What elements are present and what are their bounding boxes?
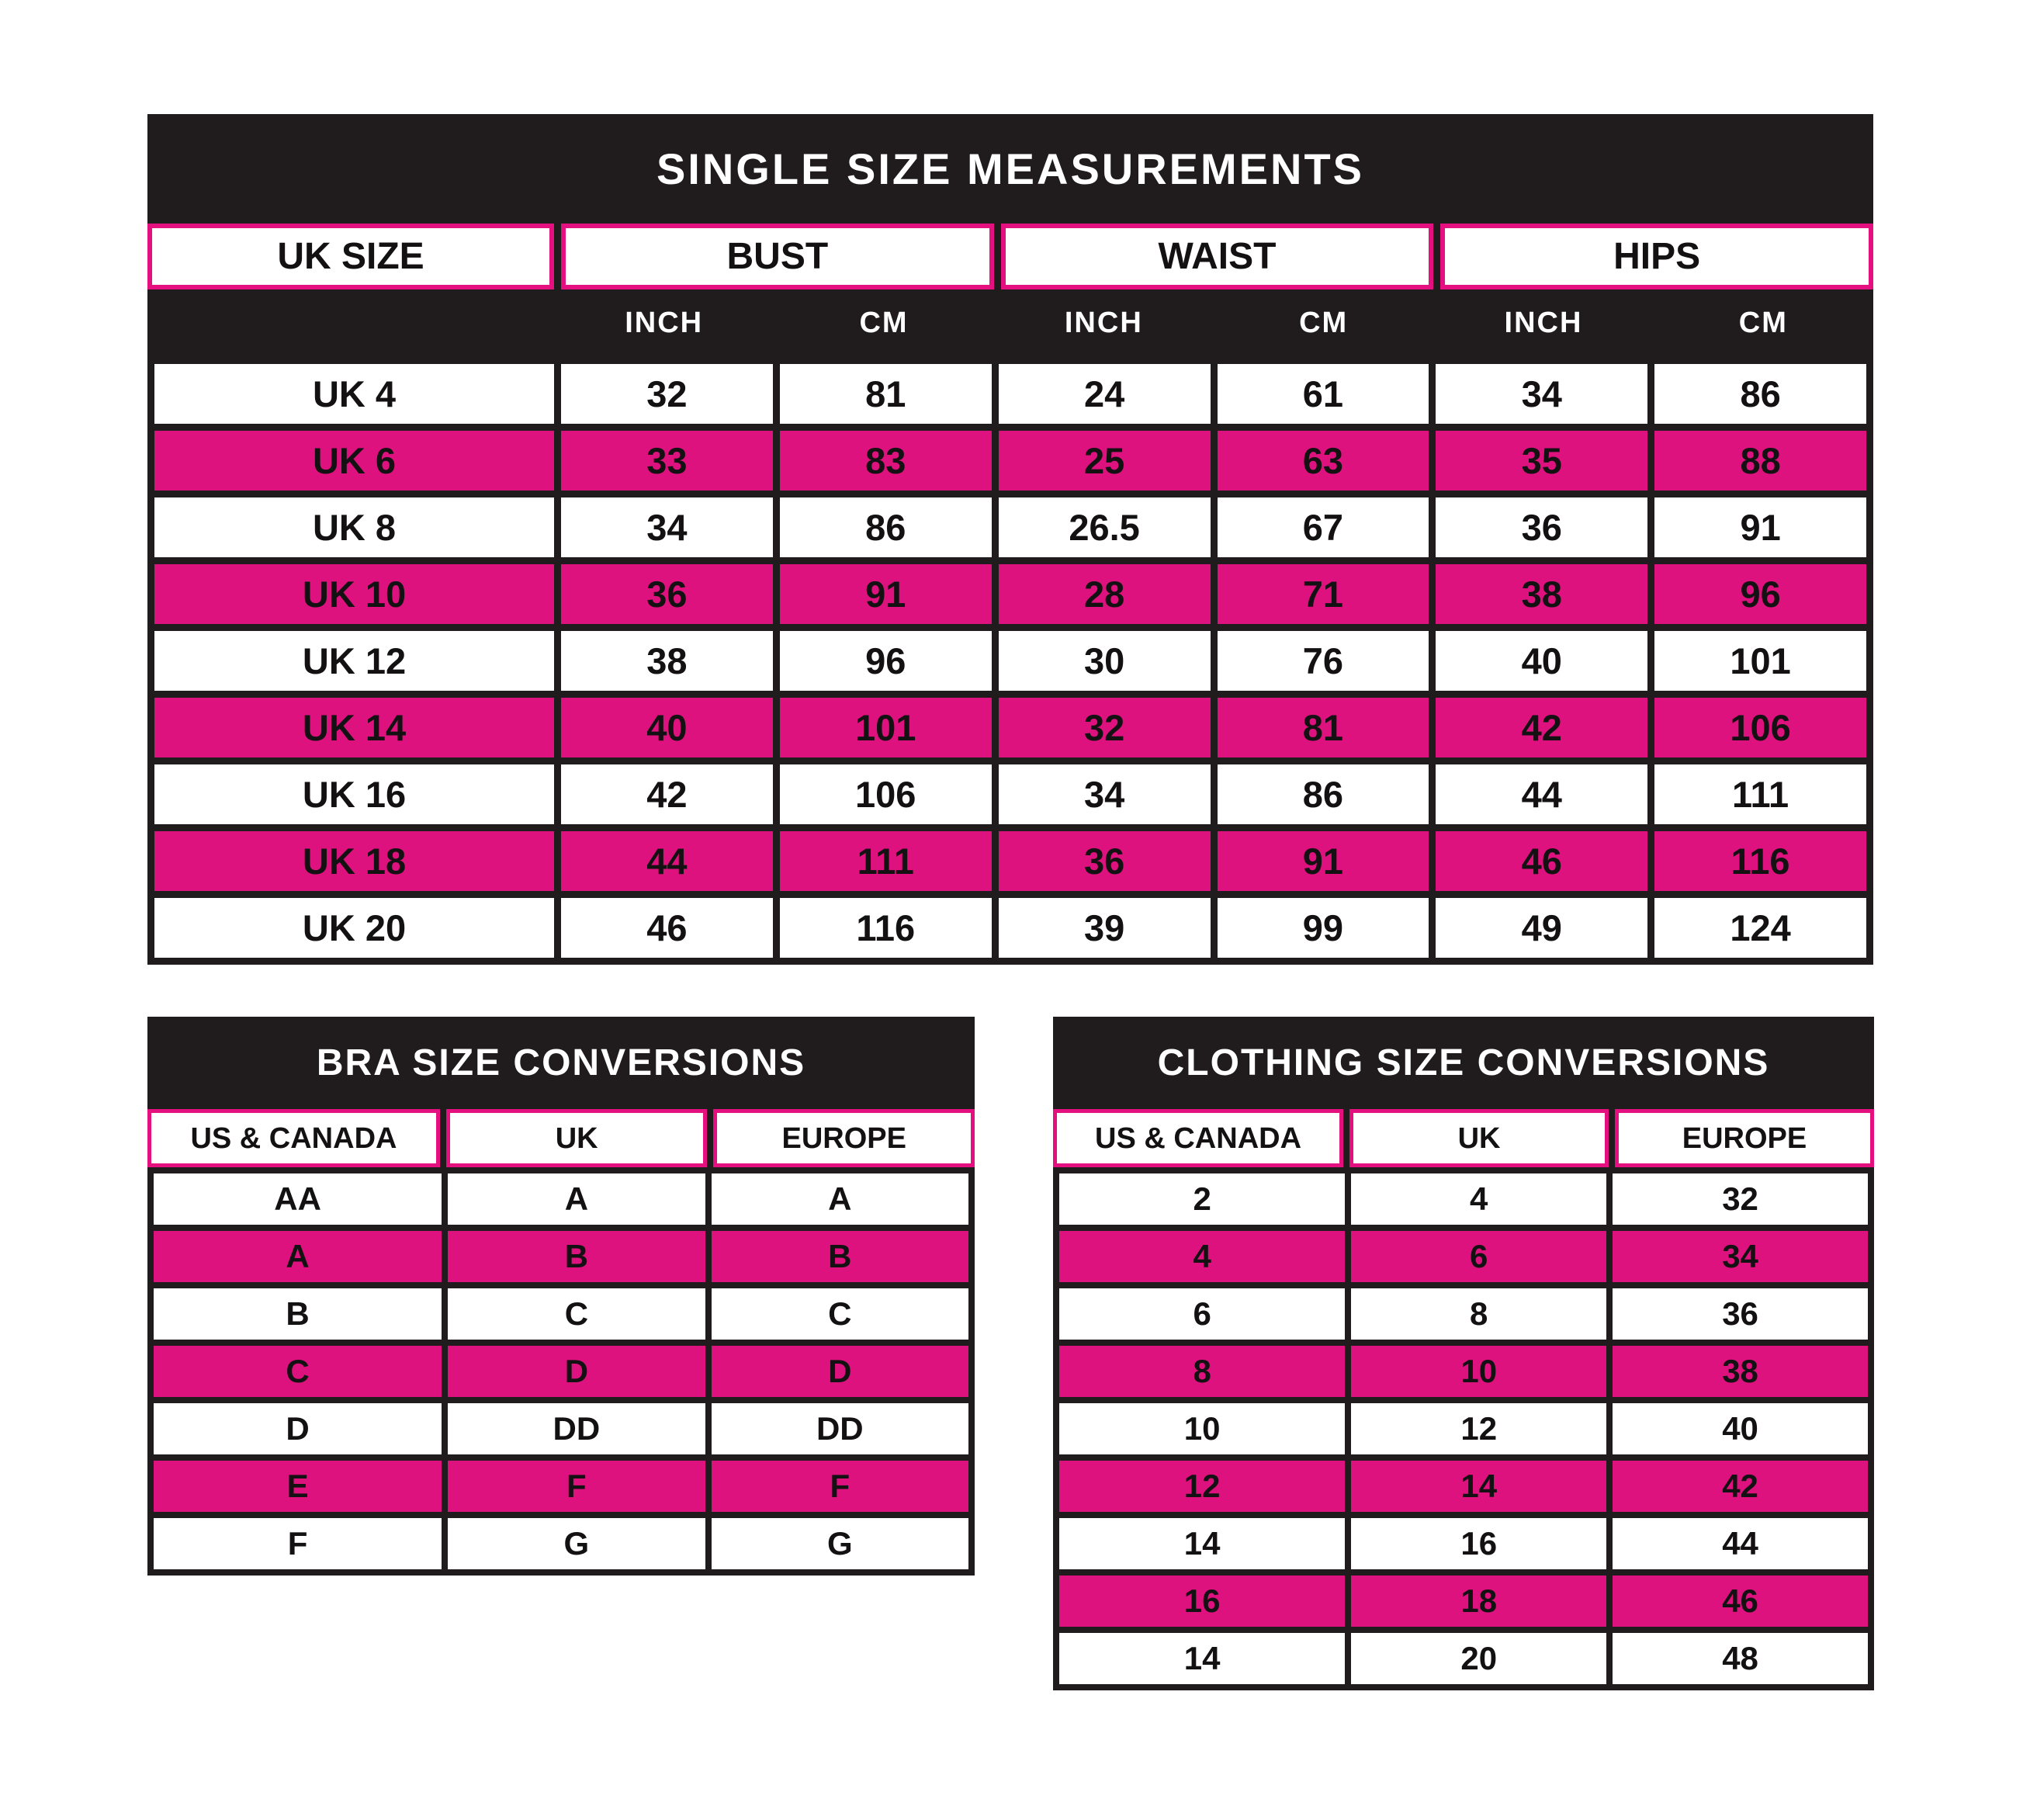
table-cell: 30 — [999, 631, 1211, 691]
table-cell: 4 — [1059, 1231, 1345, 1282]
table-cell: 81 — [780, 364, 992, 424]
table-cell: 25 — [999, 431, 1211, 491]
single-size-title: SINGLE SIZE MEASUREMENTS — [656, 144, 1365, 193]
table-cell: B — [712, 1231, 968, 1282]
table-cell: UK 12 — [154, 631, 554, 691]
table-cell: 16 — [1351, 1518, 1606, 1569]
table-cell: 16 — [1059, 1576, 1345, 1627]
table-cell: 36 — [1436, 497, 1647, 557]
table-cell: 96 — [780, 631, 992, 691]
bra-header-us-canada: US & CANADA — [147, 1109, 440, 1167]
table-cell: C — [712, 1288, 968, 1340]
table-cell: 40 — [1436, 631, 1647, 691]
unit-header-hips-cm: CM — [1738, 307, 1788, 339]
table-cell: 32 — [1613, 1173, 1868, 1225]
table-cell: 76 — [1218, 631, 1429, 691]
clothing-size-title: CLOTHING SIZE CONVERSIONS — [1157, 1042, 1770, 1083]
table-cell: 32 — [999, 698, 1211, 757]
table-cell: AA — [154, 1173, 442, 1225]
table-cell: 106 — [780, 764, 992, 824]
clothing-header-us-canada: US & CANADA — [1053, 1109, 1343, 1167]
table-cell: 12 — [1351, 1403, 1606, 1454]
bra-size-title: BRA SIZE CONVERSIONS — [316, 1042, 806, 1083]
table-cell: E — [154, 1461, 442, 1512]
table-cell: UK 18 — [154, 831, 554, 891]
table-cell: UK 14 — [154, 698, 554, 757]
table-cell: 46 — [1613, 1576, 1868, 1627]
table-cell: D — [448, 1346, 705, 1397]
table-cell: 36 — [561, 564, 773, 624]
table-cell: 86 — [780, 497, 992, 557]
table-cell: C — [448, 1288, 705, 1340]
table-cell: 111 — [1654, 764, 1866, 824]
table-cell: 28 — [999, 564, 1211, 624]
group-header-waist: WAIST — [1001, 224, 1434, 289]
table-cell: A — [448, 1173, 705, 1225]
table-cell: 46 — [561, 898, 773, 958]
table-cell: F — [154, 1518, 442, 1569]
table-cell: UK 4 — [154, 364, 554, 424]
table-cell: 42 — [1436, 698, 1647, 757]
single-size-title-bar — [147, 114, 1873, 224]
table-cell: 42 — [561, 764, 773, 824]
table-cell: G — [712, 1518, 968, 1569]
group-header-hips: HIPS — [1440, 224, 1873, 289]
table-cell: 116 — [780, 898, 992, 958]
table-cell: 26.5 — [999, 497, 1211, 557]
table-cell: UK 16 — [154, 764, 554, 824]
table-cell: 88 — [1654, 431, 1866, 491]
table-cell: 24 — [999, 364, 1211, 424]
table-cell: 20 — [1351, 1633, 1606, 1684]
table-cell: F — [448, 1461, 705, 1512]
unit-header-bust-cm: CM — [859, 307, 909, 339]
table-cell: 38 — [561, 631, 773, 691]
table-cell: 12 — [1059, 1461, 1345, 1512]
table-cell: 86 — [1654, 364, 1866, 424]
table-cell: 38 — [1613, 1346, 1868, 1397]
table-cell: 10 — [1059, 1403, 1345, 1454]
table-cell: UK 10 — [154, 564, 554, 624]
group-header-bust: BUST — [561, 224, 994, 289]
table-cell: 34 — [999, 764, 1211, 824]
table-cell: 4 — [1351, 1173, 1606, 1225]
single-size-table — [147, 114, 1873, 965]
table-cell: UK 6 — [154, 431, 554, 491]
table-cell: 49 — [1436, 898, 1647, 958]
bra-header-uk: UK — [446, 1109, 708, 1167]
table-cell: 38 — [1436, 564, 1647, 624]
clothing-size-data-grid — [1053, 1167, 1874, 1690]
table-cell: 91 — [780, 564, 992, 624]
table-cell: 36 — [999, 831, 1211, 891]
table-cell: 34 — [1436, 364, 1647, 424]
clothing-size-table — [1053, 1017, 1874, 1690]
table-cell: 91 — [1654, 497, 1866, 557]
unit-header-hips-inch: INCH — [1504, 307, 1583, 339]
table-cell: 8 — [1059, 1346, 1345, 1397]
table-cell: 91 — [1218, 831, 1429, 891]
unit-header-bust-inch: INCH — [625, 307, 704, 339]
table-cell: 44 — [1613, 1518, 1868, 1569]
table-cell: 83 — [780, 431, 992, 491]
table-cell: 39 — [999, 898, 1211, 958]
table-cell: D — [712, 1346, 968, 1397]
table-cell: 44 — [561, 831, 773, 891]
bra-size-title-bar — [147, 1017, 975, 1109]
table-cell: 48 — [1613, 1633, 1868, 1684]
table-cell: 14 — [1059, 1518, 1345, 1569]
table-cell: C — [154, 1346, 442, 1397]
table-cell: A — [712, 1173, 968, 1225]
table-cell: D — [154, 1403, 442, 1454]
table-cell: 116 — [1654, 831, 1866, 891]
table-cell: 40 — [1613, 1403, 1868, 1454]
bra-header-europe: EUROPE — [713, 1109, 975, 1167]
table-cell: 61 — [1218, 364, 1429, 424]
table-cell: 32 — [561, 364, 773, 424]
table-cell: 71 — [1218, 564, 1429, 624]
clothing-size-title-bar — [1053, 1017, 1874, 1109]
single-size-data-grid — [147, 357, 1873, 965]
table-cell: 33 — [561, 431, 773, 491]
table-cell: 86 — [1218, 764, 1429, 824]
bra-size-header-row — [147, 1109, 975, 1167]
table-cell: 124 — [1654, 898, 1866, 958]
table-cell: 106 — [1654, 698, 1866, 757]
table-cell: DD — [712, 1403, 968, 1454]
table-cell: UK 20 — [154, 898, 554, 958]
table-cell: G — [448, 1518, 705, 1569]
table-cell: 40 — [561, 698, 773, 757]
bra-size-data-grid — [147, 1167, 975, 1576]
table-cell: 96 — [1654, 564, 1866, 624]
table-cell: B — [154, 1288, 442, 1340]
table-cell: 46 — [1436, 831, 1647, 891]
table-cell: 99 — [1218, 898, 1429, 958]
table-cell: 67 — [1218, 497, 1429, 557]
table-cell: 2 — [1059, 1173, 1345, 1225]
table-cell: UK 8 — [154, 497, 554, 557]
table-cell: 101 — [780, 698, 992, 757]
table-cell: A — [154, 1231, 442, 1282]
table-cell: 18 — [1351, 1576, 1606, 1627]
table-cell: 14 — [1351, 1461, 1606, 1512]
clothing-header-uk: UK — [1349, 1109, 1609, 1167]
table-cell: 111 — [780, 831, 992, 891]
single-size-group-header-row — [147, 224, 1873, 289]
unit-header-waist-cm: CM — [1299, 307, 1349, 339]
table-cell: 6 — [1059, 1288, 1345, 1340]
table-cell: 8 — [1351, 1288, 1606, 1340]
clothing-header-europe: EUROPE — [1615, 1109, 1874, 1167]
table-cell: 6 — [1351, 1231, 1606, 1282]
table-cell: 63 — [1218, 431, 1429, 491]
clothing-size-header-row — [1053, 1109, 1874, 1167]
table-cell: 34 — [561, 497, 773, 557]
table-cell: 10 — [1351, 1346, 1606, 1397]
unit-header-spacer — [147, 289, 554, 357]
group-header-uk-size: UK SIZE — [147, 224, 554, 289]
unit-header-waist-inch: INCH — [1064, 307, 1143, 339]
table-cell: DD — [448, 1403, 705, 1454]
table-cell: 36 — [1613, 1288, 1868, 1340]
single-size-unit-header-row — [147, 289, 1873, 357]
table-cell: B — [448, 1231, 705, 1282]
table-cell: 81 — [1218, 698, 1429, 757]
table-cell: 14 — [1059, 1633, 1345, 1684]
bra-size-table — [147, 1017, 975, 1576]
table-cell: 44 — [1436, 764, 1647, 824]
table-cell: 101 — [1654, 631, 1866, 691]
table-cell: 42 — [1613, 1461, 1868, 1512]
table-cell: 35 — [1436, 431, 1647, 491]
table-cell: F — [712, 1461, 968, 1512]
table-cell: 34 — [1613, 1231, 1868, 1282]
